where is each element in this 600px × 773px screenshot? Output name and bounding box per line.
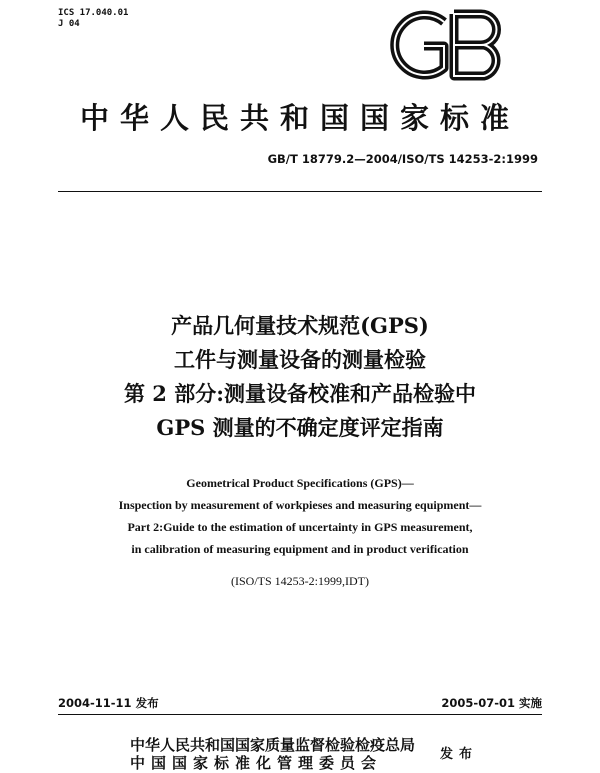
chinese-title	[0, 309, 600, 445]
issuer-aqsiq: 中华人民共和国国家质量监督检验检疫总局	[130, 736, 416, 754]
classification-codes	[58, 8, 128, 30]
iso-equivalence: (ISO/TS 14253-2:1999,IDT)	[231, 574, 369, 588]
standard-number: GB/T 18779.2—2004/ISO/TS 14253-2:1999	[267, 152, 538, 166]
implementation-date: 2005-07-01 实施	[441, 696, 542, 710]
en-title-line: in calibration of measuring equipment and in product verification	[131, 542, 469, 556]
standard-title: 中华人民共和国国家标准	[79, 101, 520, 135]
gb-logo	[388, 6, 512, 84]
issue-date: 2004-11-11 发布	[58, 696, 159, 710]
issuer-sac: 中国国家标准化管理委员会	[130, 754, 383, 772]
en-title-line: Geometrical Product Specifications (GPS)—	[186, 476, 414, 490]
cn-title-line: 工件与测量设备的测量检验	[174, 347, 426, 372]
top-divider	[58, 191, 542, 192]
en-title-line: Part 2:Guide to the estimation of uncertainty in GPS measurement,	[127, 520, 473, 534]
cn-title-line: 第 2 部分:测量设备校准和产品检验中	[124, 381, 476, 406]
ics-code: ICS 17.040.01	[58, 8, 129, 18]
en-title-line: Inspection by measurement of workpieses and measuring equipment—	[118, 498, 482, 512]
publish-label: 发布	[440, 747, 479, 762]
english-title	[0, 472, 600, 560]
ccs-code: J 04	[58, 19, 80, 29]
cn-title-line: GPS 测量的不确定度评定指南	[156, 415, 444, 440]
bottom-divider	[58, 714, 542, 715]
cn-title-line: 产品几何量技术规范(GPS)	[171, 313, 429, 338]
